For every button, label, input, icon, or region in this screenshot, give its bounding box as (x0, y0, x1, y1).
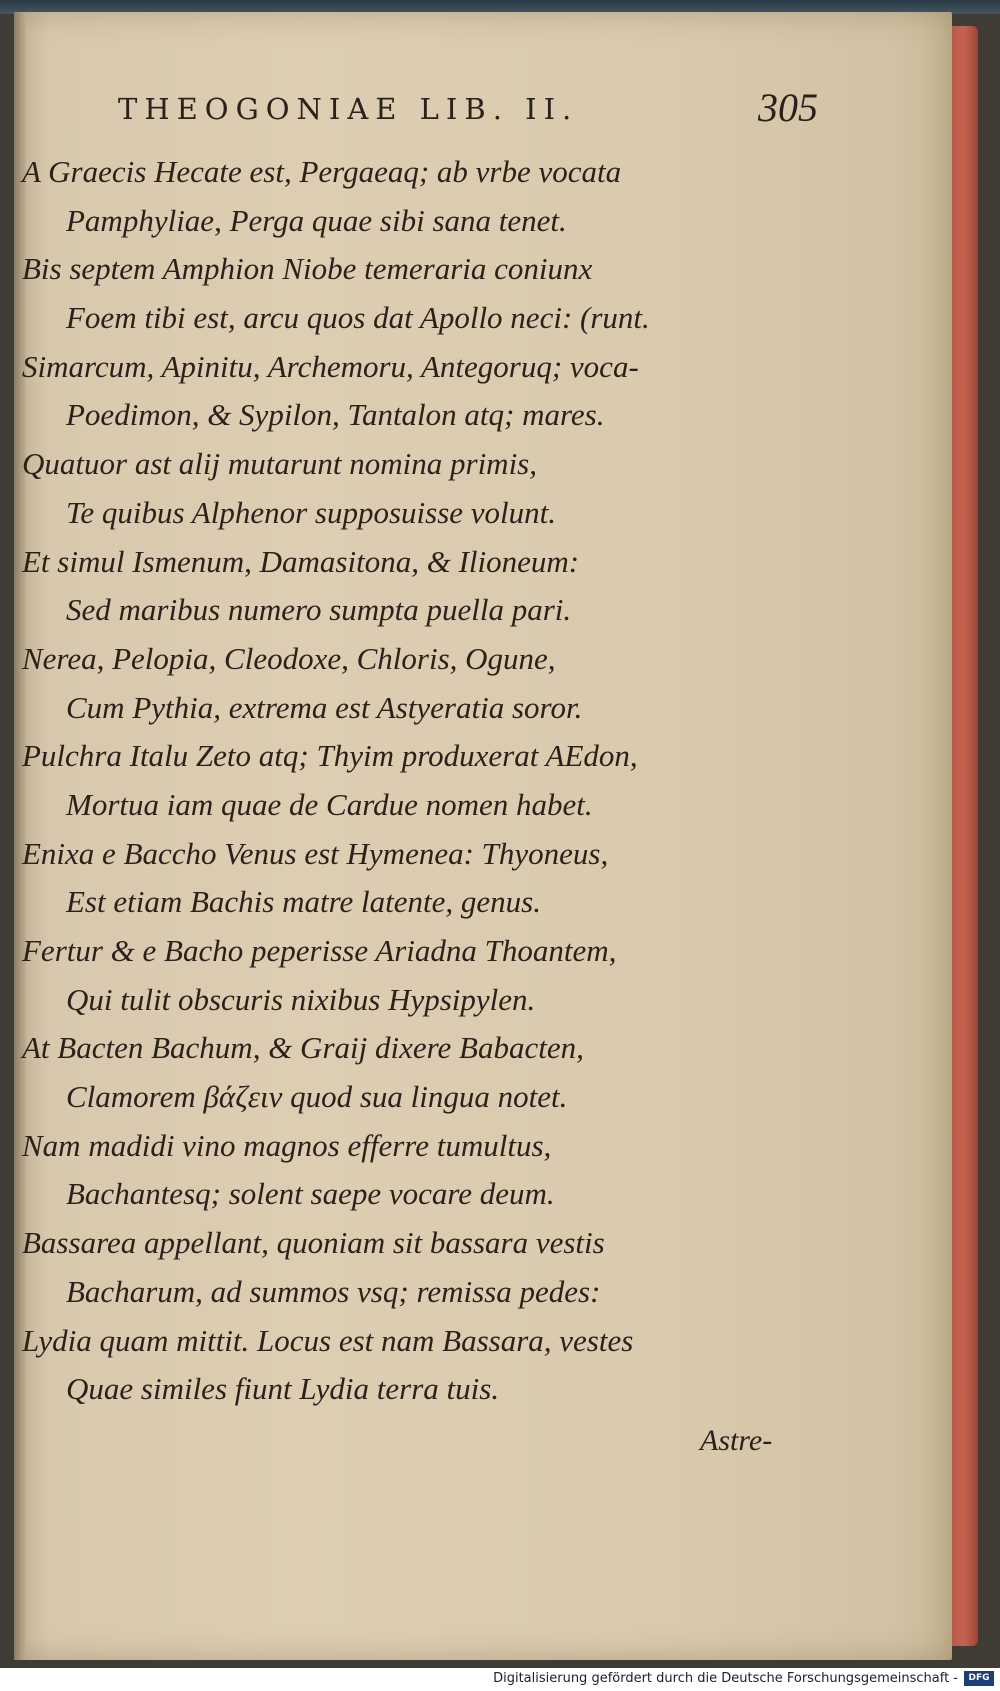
verse-line: Lydia quam mittit. Locus est nam Bassara, vestes (22, 1322, 634, 1358)
verse-line: Pulchra Italu Zeto atq; Thyim produxerat AEdon, (22, 738, 638, 774)
verse-line: Mortua iam quae de Cardue nomen habet. (66, 786, 593, 822)
funding-credit: Digitalisierung gefördert durch die Deutsche Forschungsgemeinschaft - (493, 1671, 958, 1686)
running-title: THEOGONIAE LIB. II. (118, 92, 579, 126)
verse-line: Sed maribus numero sumpta puella pari. (66, 592, 572, 628)
verse-line: Fertur & e Bacho peperisse Ariadna Thoantem, (22, 933, 617, 968)
dfg-logo: DFG (964, 1671, 994, 1686)
page-header (118, 85, 818, 132)
verse-list (22, 148, 822, 1414)
verse-line: Bis septem Amphion Niobe temeraria coniunx (22, 251, 593, 287)
verse-line: Quatuor ast alij mutarunt nomina primis, (22, 446, 537, 482)
verse-line: Nerea, Pelopia, Cleodoxe, Chloris, Ogune, (22, 640, 556, 676)
verse-line: At Bacten Bachum, & Graij dixere Babacten, (22, 1030, 584, 1066)
verse-line: Simarcum, Apinitu, Archemoru, Antegoruq; voca- (22, 348, 639, 384)
catchword: Astre- (700, 1424, 773, 1457)
verse-line: Enixa e Baccho Venus est Hymenea: Thyoneus, (22, 835, 609, 871)
verse-line: Quae similes fiunt Lydia terra tuis. (66, 1371, 500, 1407)
verse-line: Bachantesq; solent saepe vocare deum. (66, 1176, 555, 1212)
digitization-footer (0, 1668, 1000, 1691)
verse-line: Poedimon, & Sypilon, Tantalon atq; mares. (66, 397, 605, 433)
verse-line: Te quibus Alphenor supposuisse volunt. (66, 494, 557, 530)
verse-line: Qui tulit obscuris nixibus Hypsipylen. (66, 981, 536, 1017)
page-number: 305 (758, 85, 818, 130)
verse-line: Pamphyliae, Perga quae sibi sana tenet. (66, 202, 567, 238)
red-page-edges (952, 26, 978, 1646)
verse-line: Cum Pythia, extrema est Astyeratia soror. (66, 689, 583, 725)
verse-line: Et simul Ismenum, Damasitona, & Ilioneum: (22, 543, 580, 579)
verse-line: Est etiam Bachis matre latente, genus. (66, 884, 541, 920)
verse-line: Clamorem βάζειν quod sua lingua notet. (66, 1079, 568, 1115)
verse-line: Nam madidi vino magnos efferre tumultus, (22, 1127, 552, 1163)
verse-line: Foem tibi est, arcu quos dat Apollo neci: (runt. (66, 300, 650, 336)
verse-line: Bassarea appellant, quoniam sit bassara vestis (22, 1225, 605, 1261)
verse-line: Bacharum, ad summos vsq; remissa pedes: (66, 1273, 601, 1309)
verse-line: A Graecis Hecate est, Pergaeaq; ab vrbe vocata (22, 154, 622, 189)
